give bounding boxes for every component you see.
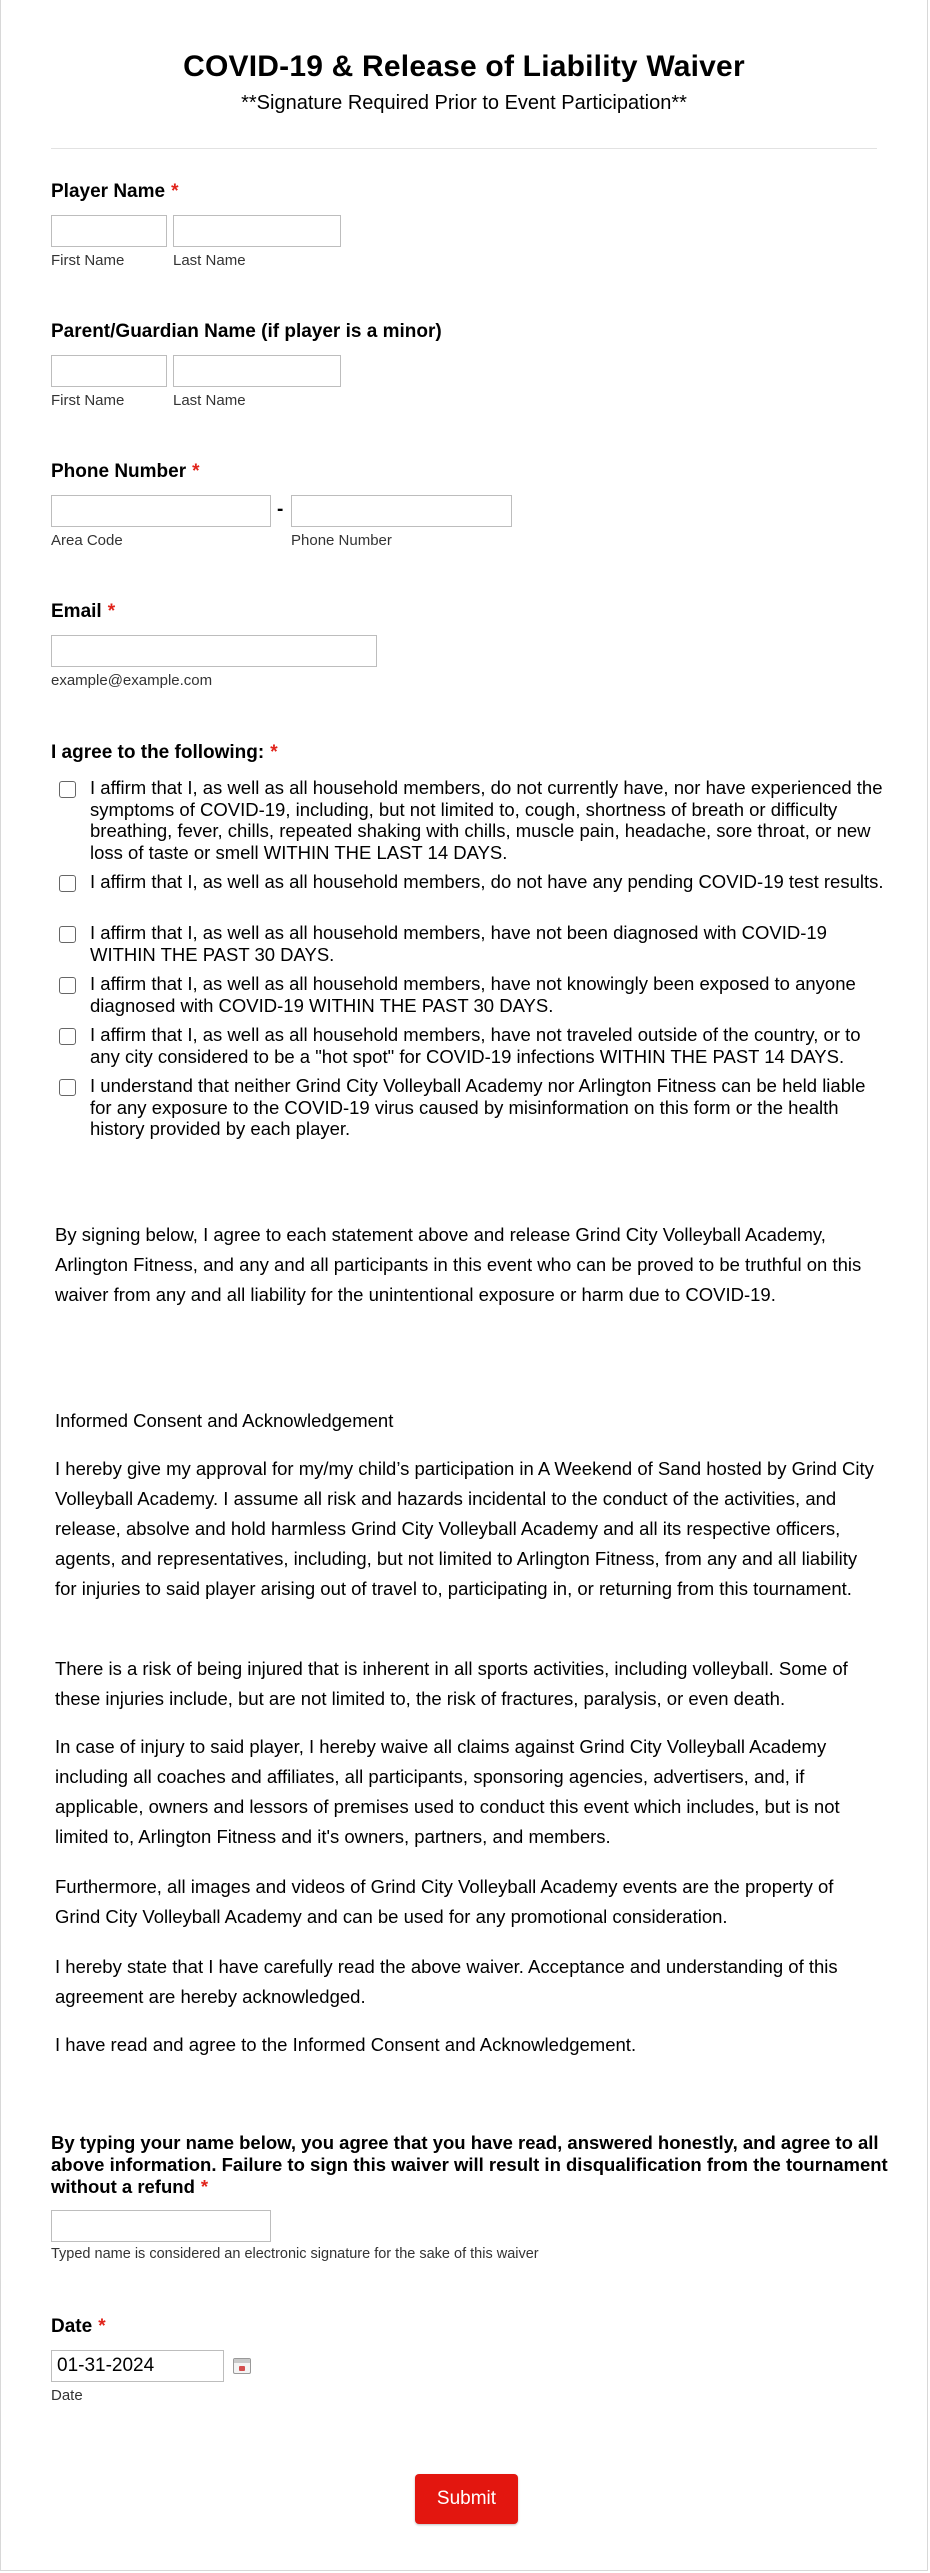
player-last-name-sublabel: Last Name bbox=[173, 252, 246, 269]
calendar-icon[interactable] bbox=[233, 2358, 251, 2374]
agreement-option-6[interactable] bbox=[59, 1075, 889, 1140]
guardian-first-name-sublabel: First Name bbox=[51, 392, 125, 409]
phone-number-sublabel: Phone Number bbox=[291, 532, 392, 549]
header-divider bbox=[51, 148, 877, 149]
required-asterisk: * bbox=[270, 742, 278, 763]
guardian-last-name-sublabel: Last Name bbox=[173, 392, 246, 409]
email-sublabel: example@example.com bbox=[51, 672, 213, 689]
required-asterisk: * bbox=[192, 461, 200, 482]
consent-heading: Informed Consent and Acknowledgement bbox=[55, 1410, 394, 1431]
email-label-text: Email bbox=[51, 601, 102, 622]
agreement-option-2[interactable] bbox=[59, 871, 889, 893]
required-asterisk: * bbox=[171, 181, 179, 202]
form-header bbox=[1, 50, 927, 115]
guardian-name-label bbox=[51, 321, 442, 343]
player-first-name-sublabel: First Name bbox=[51, 252, 125, 269]
signature-input[interactable] bbox=[51, 2210, 271, 2242]
release-statement: By signing below, I agree to each statement above and release Grind City Volleyball Academy, Arlington Fitness, and any and all participants in this event who can be proved to be truthful on this waiver from any and all liability for the unintentional exposure or harm due to COVID-19. bbox=[55, 1224, 862, 1305]
guardian-first-name-input[interactable] bbox=[51, 355, 167, 387]
phone-number-input[interactable] bbox=[291, 495, 512, 527]
consent-paragraph-2: There is a risk of being injured that is inherent in all sports activities, including volleyball. Some of these injuries include, but are not limited to, the risk of fractures, paralysis, or even death. bbox=[55, 1658, 848, 1709]
form-subtitle: **Signature Required Prior to Event Participation** bbox=[241, 92, 687, 114]
agreement-option-3[interactable] bbox=[59, 922, 889, 965]
agreement-option-5[interactable] bbox=[59, 1024, 889, 1067]
agreement-checkbox-2[interactable] bbox=[59, 875, 76, 892]
player-name-label-text: Player Name bbox=[51, 181, 166, 202]
agreement-option-4[interactable] bbox=[59, 973, 889, 1016]
signature-label bbox=[51, 2132, 891, 2198]
agreement-text-6: I understand that neither Grind City Volleyball Academy nor Arlington Fitness can be held liable for any exposure to the COVID-19 virus caused by misinformation on this form or the health history provided by each player. bbox=[90, 1075, 866, 1139]
consent-paragraph-6: I have read and agree to the Informed Consent and Acknowledgement. bbox=[55, 2034, 637, 2055]
required-asterisk: * bbox=[98, 2316, 106, 2337]
submit-button[interactable]: Submit bbox=[415, 2474, 518, 2524]
date-sublabel: Date bbox=[51, 2387, 83, 2404]
consent-paragraph-5: I hereby state that I have carefully read the above waiver. Acceptance and understanding of this agreement are hereby acknowledged. bbox=[55, 1956, 838, 2007]
form-title: COVID-19 & Release of Liability Waiver bbox=[183, 50, 745, 83]
phone-area-code-input[interactable] bbox=[51, 495, 271, 527]
agreement-text-3: I affirm that I, as well as all household members, have not been diagnosed with COVID-19 WITHIN THE PAST 30 DAYS. bbox=[90, 922, 827, 965]
phone-area-code-sublabel: Area Code bbox=[51, 532, 123, 549]
email-input[interactable] bbox=[51, 635, 377, 667]
signature-label-text: By typing your name below, you agree that you have read, answered honestly, and agree to all above information. Failure to sign this waiver will result in disqualification from the tournament without a refund bbox=[51, 2132, 888, 2197]
required-asterisk: * bbox=[200, 2176, 209, 2197]
consent-paragraph-4: Furthermore, all images and videos of Grind City Volleyball Academy events are the property of Grind City Volleyball Academy and can be used for any promotional consideration. bbox=[55, 1876, 834, 1927]
agreement-checkbox-1[interactable] bbox=[59, 781, 76, 798]
date-input[interactable] bbox=[51, 2350, 224, 2382]
guardian-name-label-text: Parent/Guardian Name (if player is a minor) bbox=[51, 321, 442, 342]
agreement-checkbox-6[interactable] bbox=[59, 1079, 76, 1096]
phone-label-text: Phone Number bbox=[51, 461, 187, 482]
player-first-name-input[interactable] bbox=[51, 215, 167, 247]
agreement-checkbox-3[interactable] bbox=[59, 926, 76, 943]
agreement-text-1: I affirm that I, as well as all household members, do not currently have, nor have experienced the symptoms of COVID-19, including, but not limited to, cough, shortness of breath or difficulty breathing, fever, chills, repeated shaking with chills, muscle pain, headache, sore throat, or new loss of taste or smell WITHIN THE LAST 14 DAYS. bbox=[90, 777, 883, 863]
agreement-text-4: I affirm that I, as well as all household members, have not knowingly been exposed to anyone diagnosed with COVID-19 WITHIN THE PAST 30 DAYS. bbox=[90, 973, 856, 1016]
guardian-last-name-input[interactable] bbox=[173, 355, 341, 387]
signature-sublabel: Typed name is considered an electronic signature for the sake of this waiver bbox=[51, 2246, 539, 2262]
email-label bbox=[51, 601, 115, 623]
agreement-text-5: I affirm that I, as well as all household members, have not traveled outside of the country, or to any city considered to be a "hot spot" for COVID-19 infections WITHIN THE PAST 14 DAYS. bbox=[90, 1024, 861, 1067]
player-name-label bbox=[51, 181, 178, 203]
agreement-option-1[interactable] bbox=[59, 777, 889, 863]
agreements-label-text: I agree to the following: bbox=[51, 742, 265, 763]
agreement-checkbox-4[interactable] bbox=[59, 977, 76, 994]
agreements-label bbox=[51, 742, 278, 764]
consent-paragraph-3: In case of injury to said player, I hereby waive all claims against Grind City Volleyball Academy including all coaches and affiliates, all participants, sponsoring agencies, advertisers, and, if applicable, owners and lessors of premises used to conduct this event which includes, but is not limited to, Arlington Fitness and it's owners, partners, and members. bbox=[55, 1736, 840, 1847]
player-last-name-input[interactable] bbox=[173, 215, 341, 247]
phone-label bbox=[51, 461, 200, 483]
agreement-text-2: I affirm that I, as well as all household members, do not have any pending COVID-19 test results. bbox=[90, 871, 884, 892]
required-asterisk: * bbox=[107, 601, 116, 622]
date-label bbox=[51, 2316, 106, 2338]
agreement-checkbox-5[interactable] bbox=[59, 1028, 76, 1045]
consent-paragraph-1: I hereby give my approval for my/my child’s participation in A Weekend of Sand hosted by Grind City Volleyball Academy. I assume all risk and hazards incidental to the conduct of the activities, and release, absolve and hold harmless Grind City Volleyball Academy and all its respective officers, agents, and representatives, including, but not limited to Arlington Fitness, from any and all liability for injuries to said player arising out of travel to, participating in, or returning from this tournament. bbox=[55, 1458, 874, 1599]
date-label-text: Date bbox=[51, 2316, 93, 2337]
phone-separator: - bbox=[277, 499, 284, 520]
